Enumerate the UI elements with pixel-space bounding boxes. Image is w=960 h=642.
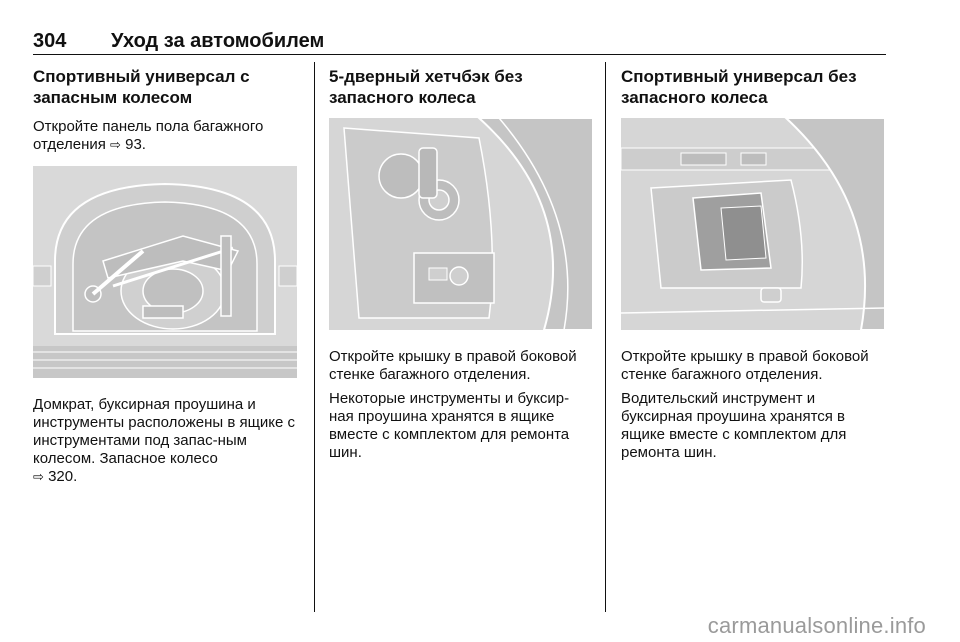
- section-heading: Спортивный универсал с запасным колесом: [33, 67, 250, 107]
- section-heading: 5-дверный хетчбэк без запасного колеса: [329, 67, 523, 107]
- section-heading: Спортивный универсал без запасного колеса: [621, 67, 857, 107]
- paragraph-1: Откройте крышку в правой боковой стенке багажного отделения.: [329, 348, 577, 383]
- paragraph-2: Водительский инструмент и буксирная проушина хранятся в ящике вместе с комплектом для ремонта шин.: [621, 390, 847, 461]
- header-rule: [33, 54, 886, 55]
- wagon-side-compartment-illustration: [621, 118, 885, 330]
- page-reference-link[interactable]: 320.: [48, 468, 78, 485]
- page-reference-link[interactable]: 93.: [125, 136, 146, 153]
- column-divider: [314, 62, 315, 612]
- page-title: Уход за автомобилем: [111, 30, 325, 52]
- spare-wheel-toolbox-illustration: [33, 166, 297, 378]
- paragraph-2: Некоторые инструменты и буксир-ная проушина хранятся в ящике вместе с комплектом для ремонта шин.: [329, 390, 570, 461]
- arrow-right-icon: ⇨: [110, 137, 121, 152]
- watermark: carmanualsonline.info: [707, 613, 926, 638]
- paragraph-1: Откройте крышку в правой боковой стенке багажного отделения.: [621, 348, 869, 383]
- column-spare-wheel: [33, 66, 297, 492]
- column-wagon-no-spare: [621, 66, 885, 468]
- hatchback-side-compartment-illustration: [329, 118, 593, 330]
- page-header: [33, 30, 886, 52]
- column-divider: [605, 62, 606, 612]
- intro-paragraph: Откройте панель пола багажного отделения ⇨ 93.: [33, 118, 264, 153]
- column-hatchback-no-spare: [329, 66, 593, 468]
- page-number: 304: [33, 30, 67, 52]
- body-paragraph: Домкрат, буксирная проушина и инструменты расположены в ящике с инструментами под запас-ным колесом. Запасное колесо ⇨ 320.: [33, 396, 296, 485]
- arrow-right-icon: ⇨: [33, 469, 44, 484]
